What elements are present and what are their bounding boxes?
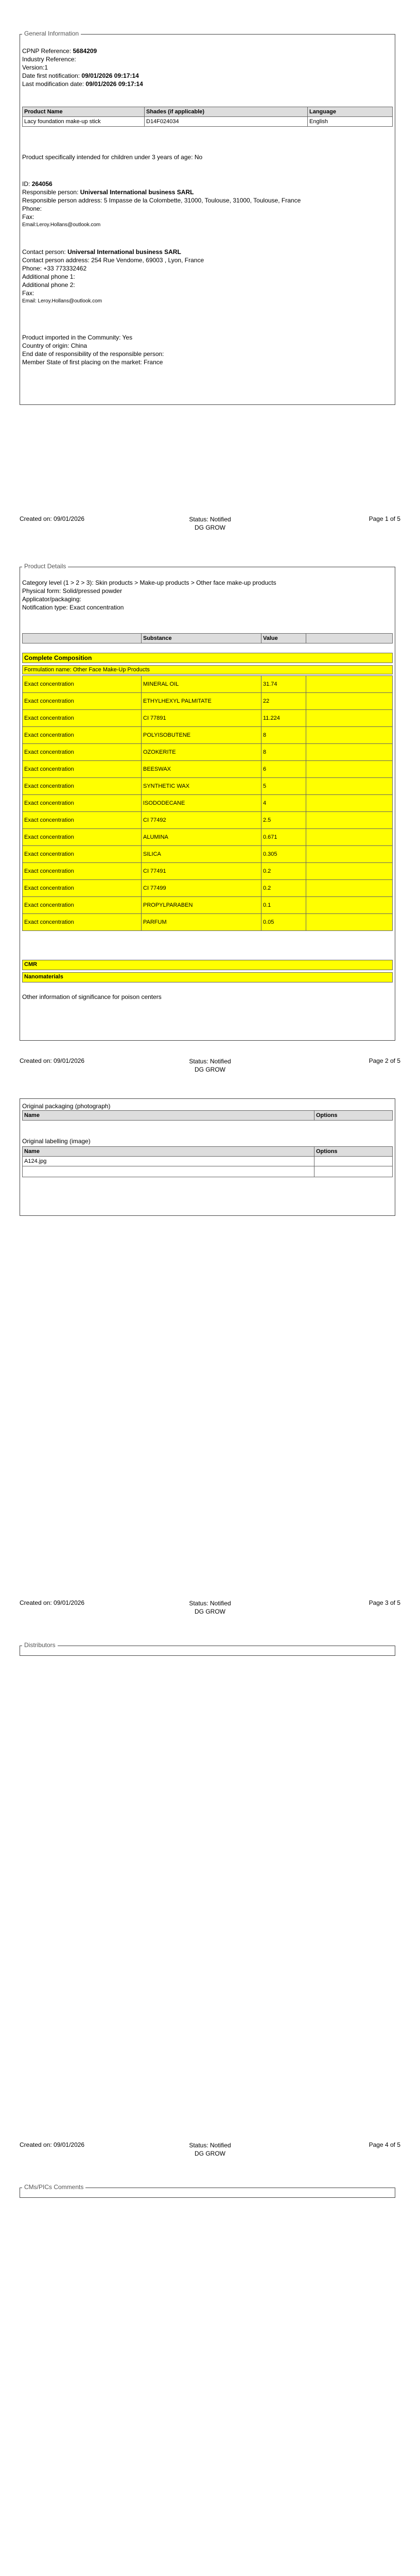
substance-cell: POLYISOBUTENE [142, 727, 261, 744]
section-legend: Distributors [22, 1641, 58, 1649]
column-header: Language [308, 107, 393, 117]
complete-composition-heading: Complete Composition [22, 653, 393, 663]
composition-row [23, 727, 393, 744]
substance-cell: BEESWAX [142, 761, 261, 778]
contact-person-phone: Phone: +33 773332462 [22, 265, 87, 272]
children-statement: Product specifically intended for children under 3 years of age: No [22, 154, 203, 161]
composition-row [23, 778, 393, 795]
empty-cell [306, 676, 393, 693]
value-cell: 22 [261, 693, 306, 710]
created-date: Created on: 09/01/2026 [20, 1599, 85, 1606]
value-cell: 8 [261, 727, 306, 744]
substance-cell: ALUMINA [142, 829, 261, 846]
version: Version:1 [22, 64, 48, 71]
empty-cell [306, 914, 393, 931]
concentration-type-cell: Exact concentration [23, 880, 142, 897]
table-row [23, 117, 393, 127]
cpnp-reference: CPNP Reference: 5684209 [22, 47, 97, 55]
status-text: Status: Notified [189, 2142, 231, 2149]
table-row [23, 1166, 393, 1177]
page-number: Page 1 of 5 [369, 515, 400, 522]
substance-cell: CI 77499 [142, 880, 261, 897]
category-level: Category level (1 > 2 > 3): Skin products > Make-up products > Other face make-up products [22, 579, 276, 586]
nanomaterials-heading: Nanomaterials [22, 972, 393, 982]
concentration-type-cell: Exact concentration [23, 778, 142, 795]
empty-cell [306, 829, 393, 846]
empty-cell [306, 710, 393, 727]
created-date: Created on: 09/01/2026 [20, 515, 85, 522]
created-date: Created on: 09/01/2026 [20, 1057, 85, 1064]
section-legend: Product Details [22, 563, 68, 570]
company-text: DG GROW [195, 1066, 225, 1073]
file-name-cell[interactable]: A124.jpg [23, 1157, 314, 1166]
value-cell: 0.671 [261, 829, 306, 846]
additional-phone-1: Additional phone 1: [22, 273, 75, 280]
page-footer [0, 2141, 420, 2162]
composition-row [23, 795, 393, 812]
concentration-type-cell: Exact concentration [23, 693, 142, 710]
substance-cell: MINERAL OIL [142, 676, 261, 693]
labelling-table [22, 1146, 393, 1177]
contact-person: Contact person: Universal International business SARL [22, 248, 181, 256]
status-text: Status: Notified [189, 516, 231, 523]
substance-cell: PARFUM [142, 914, 261, 931]
general-information-section [20, 30, 395, 405]
empty-cell [306, 761, 393, 778]
page-footer [0, 1599, 420, 1620]
contact-person-fax: Fax: [22, 290, 34, 297]
empty-cell [306, 727, 393, 744]
value-cell: 0.05 [261, 914, 306, 931]
value-cell: 2.5 [261, 812, 306, 829]
composition-table [22, 633, 393, 643]
substance-cell: ETHYLHEXYL PALMITATE [142, 693, 261, 710]
responsible-person-phone: Phone: [22, 205, 42, 212]
substance-cell: CI 77891 [142, 710, 261, 727]
composition-row [23, 812, 393, 829]
empty-cell [306, 846, 393, 863]
company-text: DG GROW [195, 1608, 225, 1615]
concentration-type-cell: Exact concentration [23, 897, 142, 914]
notification-type: Notification type: Exact concentration [22, 604, 124, 611]
composition-row [23, 863, 393, 880]
composition-row [23, 846, 393, 863]
column-header [23, 634, 142, 643]
composition-row [23, 914, 393, 931]
section-legend: General Information [22, 30, 81, 37]
page-footer [0, 515, 420, 536]
responsible-person-id: ID: 264056 [22, 180, 52, 188]
substance-cell: CI 77491 [142, 863, 261, 880]
table-row [23, 1157, 393, 1166]
concentration-type-cell: Exact concentration [23, 914, 142, 931]
empty-cell [306, 812, 393, 829]
substance-cell: OZOKERITE [142, 744, 261, 761]
column-header: Value [261, 634, 306, 643]
page-footer [0, 1057, 420, 1078]
column-header: Shades (if applicable) [145, 107, 308, 117]
poison-center-info: Other information of significance for poison centers [22, 993, 162, 1001]
page-number: Page 3 of 5 [369, 1599, 400, 1606]
empty-cell [306, 778, 393, 795]
comments-section [20, 2183, 395, 2198]
status-text: Status: Notified [189, 1058, 231, 1065]
last-modification-date: Last modification date: 09/01/2026 09:17:14 [22, 80, 143, 88]
value-cell: 31.74 [261, 676, 306, 693]
empty-cell [306, 863, 393, 880]
status-text: Status: Notified [189, 1600, 231, 1607]
concentration-type-cell: Exact concentration [23, 863, 142, 880]
page-number: Page 4 of 5 [369, 2141, 400, 2148]
empty-cell [306, 897, 393, 914]
column-header: Options [314, 1111, 393, 1121]
original-packaging-title: Original packaging (photograph) [22, 1103, 111, 1110]
value-cell: 0.1 [261, 897, 306, 914]
product-details-section [20, 563, 395, 1041]
concentration-type-cell: Exact concentration [23, 812, 142, 829]
composition-row [23, 744, 393, 761]
first-notification-date: Date first notification: 09/01/2026 09:17:14 [22, 72, 139, 79]
substance-cell: CI 77492 [142, 812, 261, 829]
created-date: Created on: 09/01/2026 [20, 2141, 85, 2148]
substance-cell: PROPYLPARABEN [142, 897, 261, 914]
concentration-type-cell: Exact concentration [23, 846, 142, 863]
column-header [306, 634, 393, 643]
concentration-type-cell: Exact concentration [23, 744, 142, 761]
footer-center [0, 515, 420, 532]
value-cell: 5 [261, 778, 306, 795]
column-header: Product Name [23, 107, 145, 117]
shade-cell: D14F024034 [145, 117, 308, 127]
concentration-type-cell: Exact concentration [23, 676, 142, 693]
responsible-person-address: Responsible person address: 5 Impasse de la Colombette, 31000, Toulouse, 31000, Toulouse, France [22, 197, 301, 204]
packaging-table [22, 1110, 393, 1121]
footer-center [0, 2141, 420, 2158]
value-cell: 0.2 [261, 863, 306, 880]
original-labelling-title: Original labelling (image) [22, 1138, 91, 1145]
composition-row [23, 897, 393, 914]
responsible-person-fax: Fax: [22, 213, 34, 221]
contact-person-email: Email: Leroy.Hollans@outlook.com [22, 298, 102, 304]
responsible-person-email: Email:Leroy.Hollans@outlook.com [22, 222, 101, 228]
composition-row [23, 693, 393, 710]
contact-person-address: Contact person address: 254 Rue Vendome, 69003 , Lyon, France [22, 257, 204, 264]
concentration-type-cell: Exact concentration [23, 795, 142, 812]
empty-cell [314, 1166, 393, 1177]
substance-cell: SILICA [142, 846, 261, 863]
empty-cell [306, 693, 393, 710]
page-number: Page 2 of 5 [369, 1057, 400, 1064]
composition-row [23, 880, 393, 897]
company-text: DG GROW [195, 524, 225, 531]
composition-row [23, 710, 393, 727]
section-legend: CMs/PICs Comments [22, 2183, 85, 2191]
empty-cell [306, 795, 393, 812]
value-cell: 8 [261, 744, 306, 761]
options-cell [314, 1157, 393, 1166]
column-header: Substance [142, 634, 261, 643]
imported-statement: Product imported in the Community: Yes [22, 334, 133, 341]
value-cell: 6 [261, 761, 306, 778]
country-of-origin: Country of origin: China [22, 342, 87, 349]
column-header: Options [314, 1147, 393, 1157]
responsible-person: Responsible person: Universal International business SARL [22, 189, 194, 196]
company-text: DG GROW [195, 2150, 225, 2157]
empty-cell [23, 1166, 314, 1177]
value-cell: 4 [261, 795, 306, 812]
additional-phone-2: Additional phone 2: [22, 281, 75, 289]
footer-center [0, 1057, 420, 1074]
product-name-cell: Lacy foundation make-up stick [23, 117, 145, 127]
concentration-type-cell: Exact concentration [23, 829, 142, 846]
composition-row [23, 676, 393, 693]
composition-rows [22, 675, 393, 931]
column-header: Name [23, 1111, 314, 1121]
formulation-name: Formulation name: Other Face Make-Up Products [22, 665, 393, 674]
value-cell: 0.305 [261, 846, 306, 863]
concentration-type-cell: Exact concentration [23, 727, 142, 744]
concentration-type-cell: Exact concentration [23, 761, 142, 778]
distributors-section [20, 1641, 395, 1656]
empty-cell [306, 880, 393, 897]
substance-cell: ISODODECANE [142, 795, 261, 812]
empty-cell [306, 744, 393, 761]
concentration-type-cell: Exact concentration [23, 710, 142, 727]
substance-cell: SYNTHETIC WAX [142, 778, 261, 795]
cmr-heading: CMR [22, 960, 393, 970]
physical-form: Physical form: Solid/pressed powder [22, 587, 122, 595]
member-state: Member State of first placing on the market: France [22, 359, 163, 366]
column-header: Name [23, 1147, 314, 1157]
language-cell: English [308, 117, 393, 127]
end-of-responsibility: End date of responsibility of the responsible person: [22, 350, 164, 358]
value-cell: 0.2 [261, 880, 306, 897]
packaging-section [20, 1098, 395, 1216]
product-name-table [22, 107, 393, 127]
footer-center [0, 1599, 420, 1616]
industry-reference: Industry Reference: [22, 56, 76, 63]
applicator-packaging: Applicator/packaging: [22, 596, 81, 603]
composition-row [23, 829, 393, 846]
composition-row [23, 761, 393, 778]
value-cell: 11.224 [261, 710, 306, 727]
